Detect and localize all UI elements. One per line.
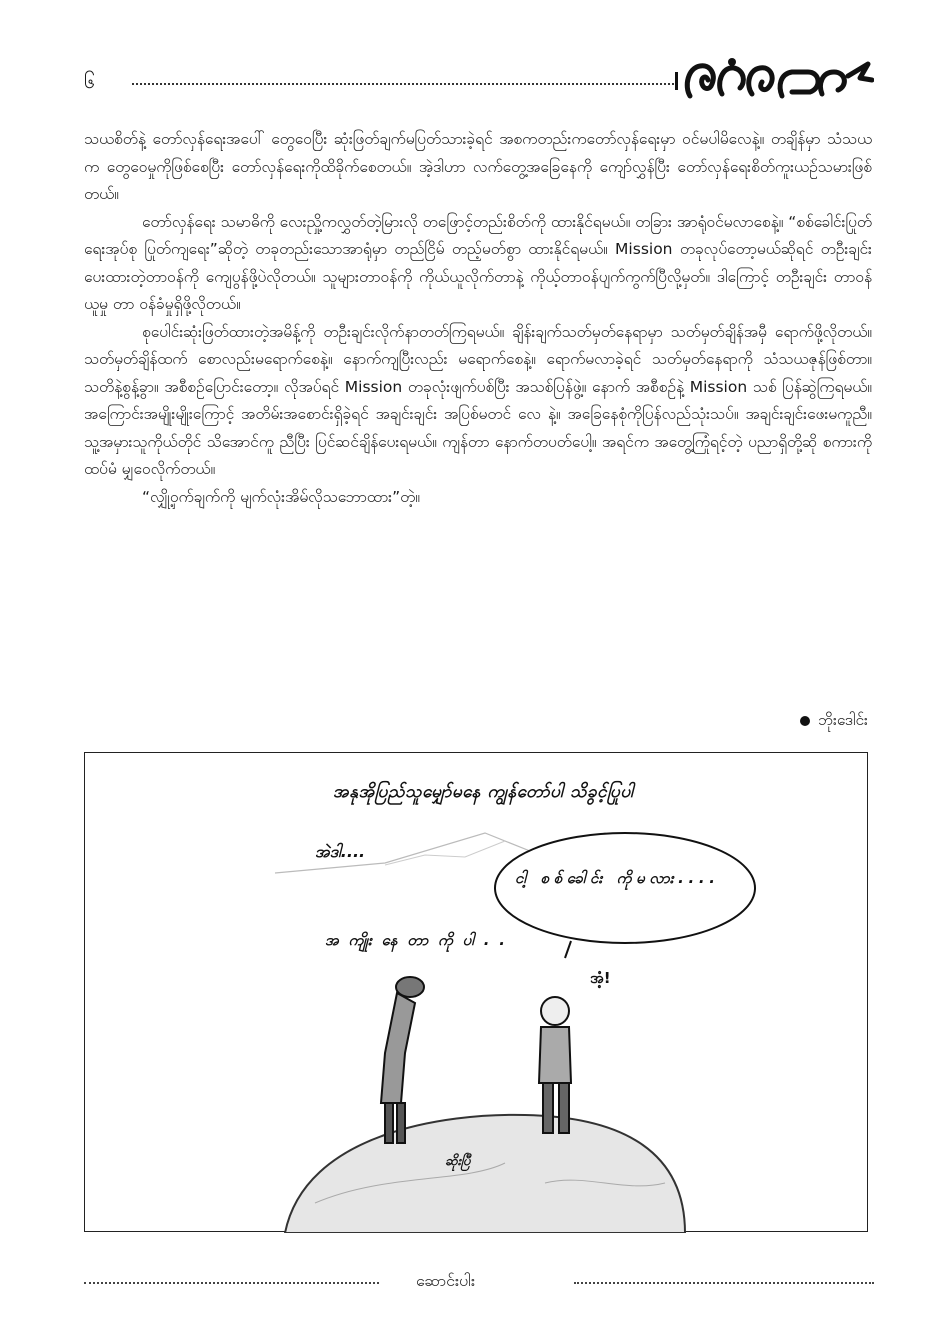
closing-quote: “လျှို့ဝှက်ချက်ကို မျက်လုံးအိမ်လိုသဘောထား”တဲ့။ [142, 487, 420, 506]
page-footer [84, 1270, 874, 1294]
cartoon-drawing [85, 753, 869, 1233]
page-header [84, 56, 874, 106]
cartoon-caption-top: အနုအိုပြည်သူမျှော်မနေ ကျွန်တော်ပါ သိခွင့်ပြုပါ [333, 782, 633, 802]
editorial-cartoon [84, 752, 868, 1232]
publication-logo [682, 56, 874, 106]
cartoon-speech-right: ငါ့ စစ်ခေါင်း ကိုမလား.... [515, 869, 715, 887]
author-byline [800, 710, 868, 733]
paragraph-2: တော်လှန်ရေး သမာဓိကို လေးညှို့ကလွှတ်တဲ့မြားလို တဖြောင့်တည်းစိတ်ကို ထားနိုင်ရမယ်။ တခြား အာရုံဝင်မလာစေနဲ့။ “စစ်ခေါင်းပြုတ်ရေးအုပ်စု ပြုတ်ကျရေး”ဆိုတဲ့ တခုတည်းသောအာရုံမှာ တည်ငြိမ် တည့်မတ်စွာ ထားနိုင်ရမယ်။ Mission တခုလုပ်တော့မယ်ဆိုရင် တဦးချင်းပေးထားတဲ့တာဝန်ကို ကျေပွန်ဖို့ပဲလိုတယ်။ သူများတာဝန်ကို ကိုယ်ယူလိုက်တာနဲ့ ကိုယ့်တာဝန်ပျက်ကွက်ပြီလို့မှတ်။ ဒါကြောင့် တဦးချင်း တာဝန်ယူမှု တာ ဝန်ခံမှုရှိဖို့လိုတယ်။ [84, 212, 872, 313]
footer-dotted-rule-right [574, 1282, 874, 1284]
bullet-icon [800, 716, 810, 726]
cartoon-exclaim: အံ့! [590, 969, 611, 987]
header-bar [675, 72, 678, 90]
paragraph-1: သယစိတ်နဲ့ တော်လှန်ရေးအပေါ် တွေဝေပြီး ဆုံးဖြတ်ချက်မပြတ်သားခဲ့ရင် အစကတည်းကတော်လှန်ရေးမှာ ဝင်မပါမိလေနဲ့။ တချိန်မှာ သံသယက တွေဝေမှုကိုဖြစ်စေပြီး တော်လှန်ရေးကိုထိခိုက်စေတယ်။ အဲ့ဒါဟာ လက်တွေ့အခြေနေကို ကျော်လွှန်ပြီး တော်လှန်ရေးစိတ်ကူးယဉ်သမားဖြစ်တယ်။ [84, 130, 872, 203]
cartoon-speech-left: အကျိုးနေတာကိုပါ.. [325, 931, 505, 949]
cartoon-ground-label: ဆိုးပြီ [445, 1154, 471, 1169]
footer-dotted-rule-left [84, 1282, 379, 1284]
page-number: ၆ [84, 69, 96, 93]
article-body [84, 126, 872, 511]
footer-section-label: ဆောင်းပါး [416, 1271, 475, 1290]
header-dotted-rule [132, 83, 674, 85]
paragraph-3: စုပေါင်းဆုံးဖြတ်ထားတဲ့အမိန့်ကို တဦးချင်းလိုက်နာတတ်ကြရမယ်။ ချိန်းချက်သတ်မှတ်နေရာမှာ သတ်မှတ်ချိန်အမှီ ရောက်ဖို့လိုတယ်။ သတ်မှတ်ချိန်ထက် စောလည်းမရောက်စေနဲ့။ နောက်ကျပြီးလည်း မရောက်စေနဲ့။ ရောက်မလာခဲ့ရင် သတ်မှတ်နေရာကို သံသယဇုန်ဖြစ်တာ။ သတိနဲ့စွန့်ခွာ။ အစီစဉ်ပြောင်းတော့။ လိုအပ်ရင် Mission တခုလုံးဖျက်ပစ်ပြီး အသစ်ပြန်ဖွဲ့။ နောက် အစီစဉ်နဲ့ Mission သစ် ပြန်ဆွဲကြရမယ်။ အကြောင်းအမျိုးမျိုးကြောင့် အတိမ်းအစောင်းရှိခဲ့ရင် အချင်းချင်း အပြစ်မတင် လေ နဲ့။ အခြေနေစုံကိုပြန်လည်သုံးသပ်။ အချင်းချင်းဖေးမကူညီ။ သူ့အမှားသူကိုယ်တိုင် သိအောင်ကူ ညီပြီး ပြင်ဆင်ချိန်ပေးရမယ်။ ကျန်တာ နောက်တပတ်ပေါ့။ အရင်က အတွေ့ကြုံရင့်တဲ့ ပညာရှိတို့ဆို စကားကို ထပ်မံ မျှဝေလိုက်တယ်။ [84, 322, 872, 478]
cartoon-caption-top-line3: အဲဒါ.... [315, 842, 366, 861]
author-name: ဘိုးဒေါင်း [818, 711, 868, 729]
